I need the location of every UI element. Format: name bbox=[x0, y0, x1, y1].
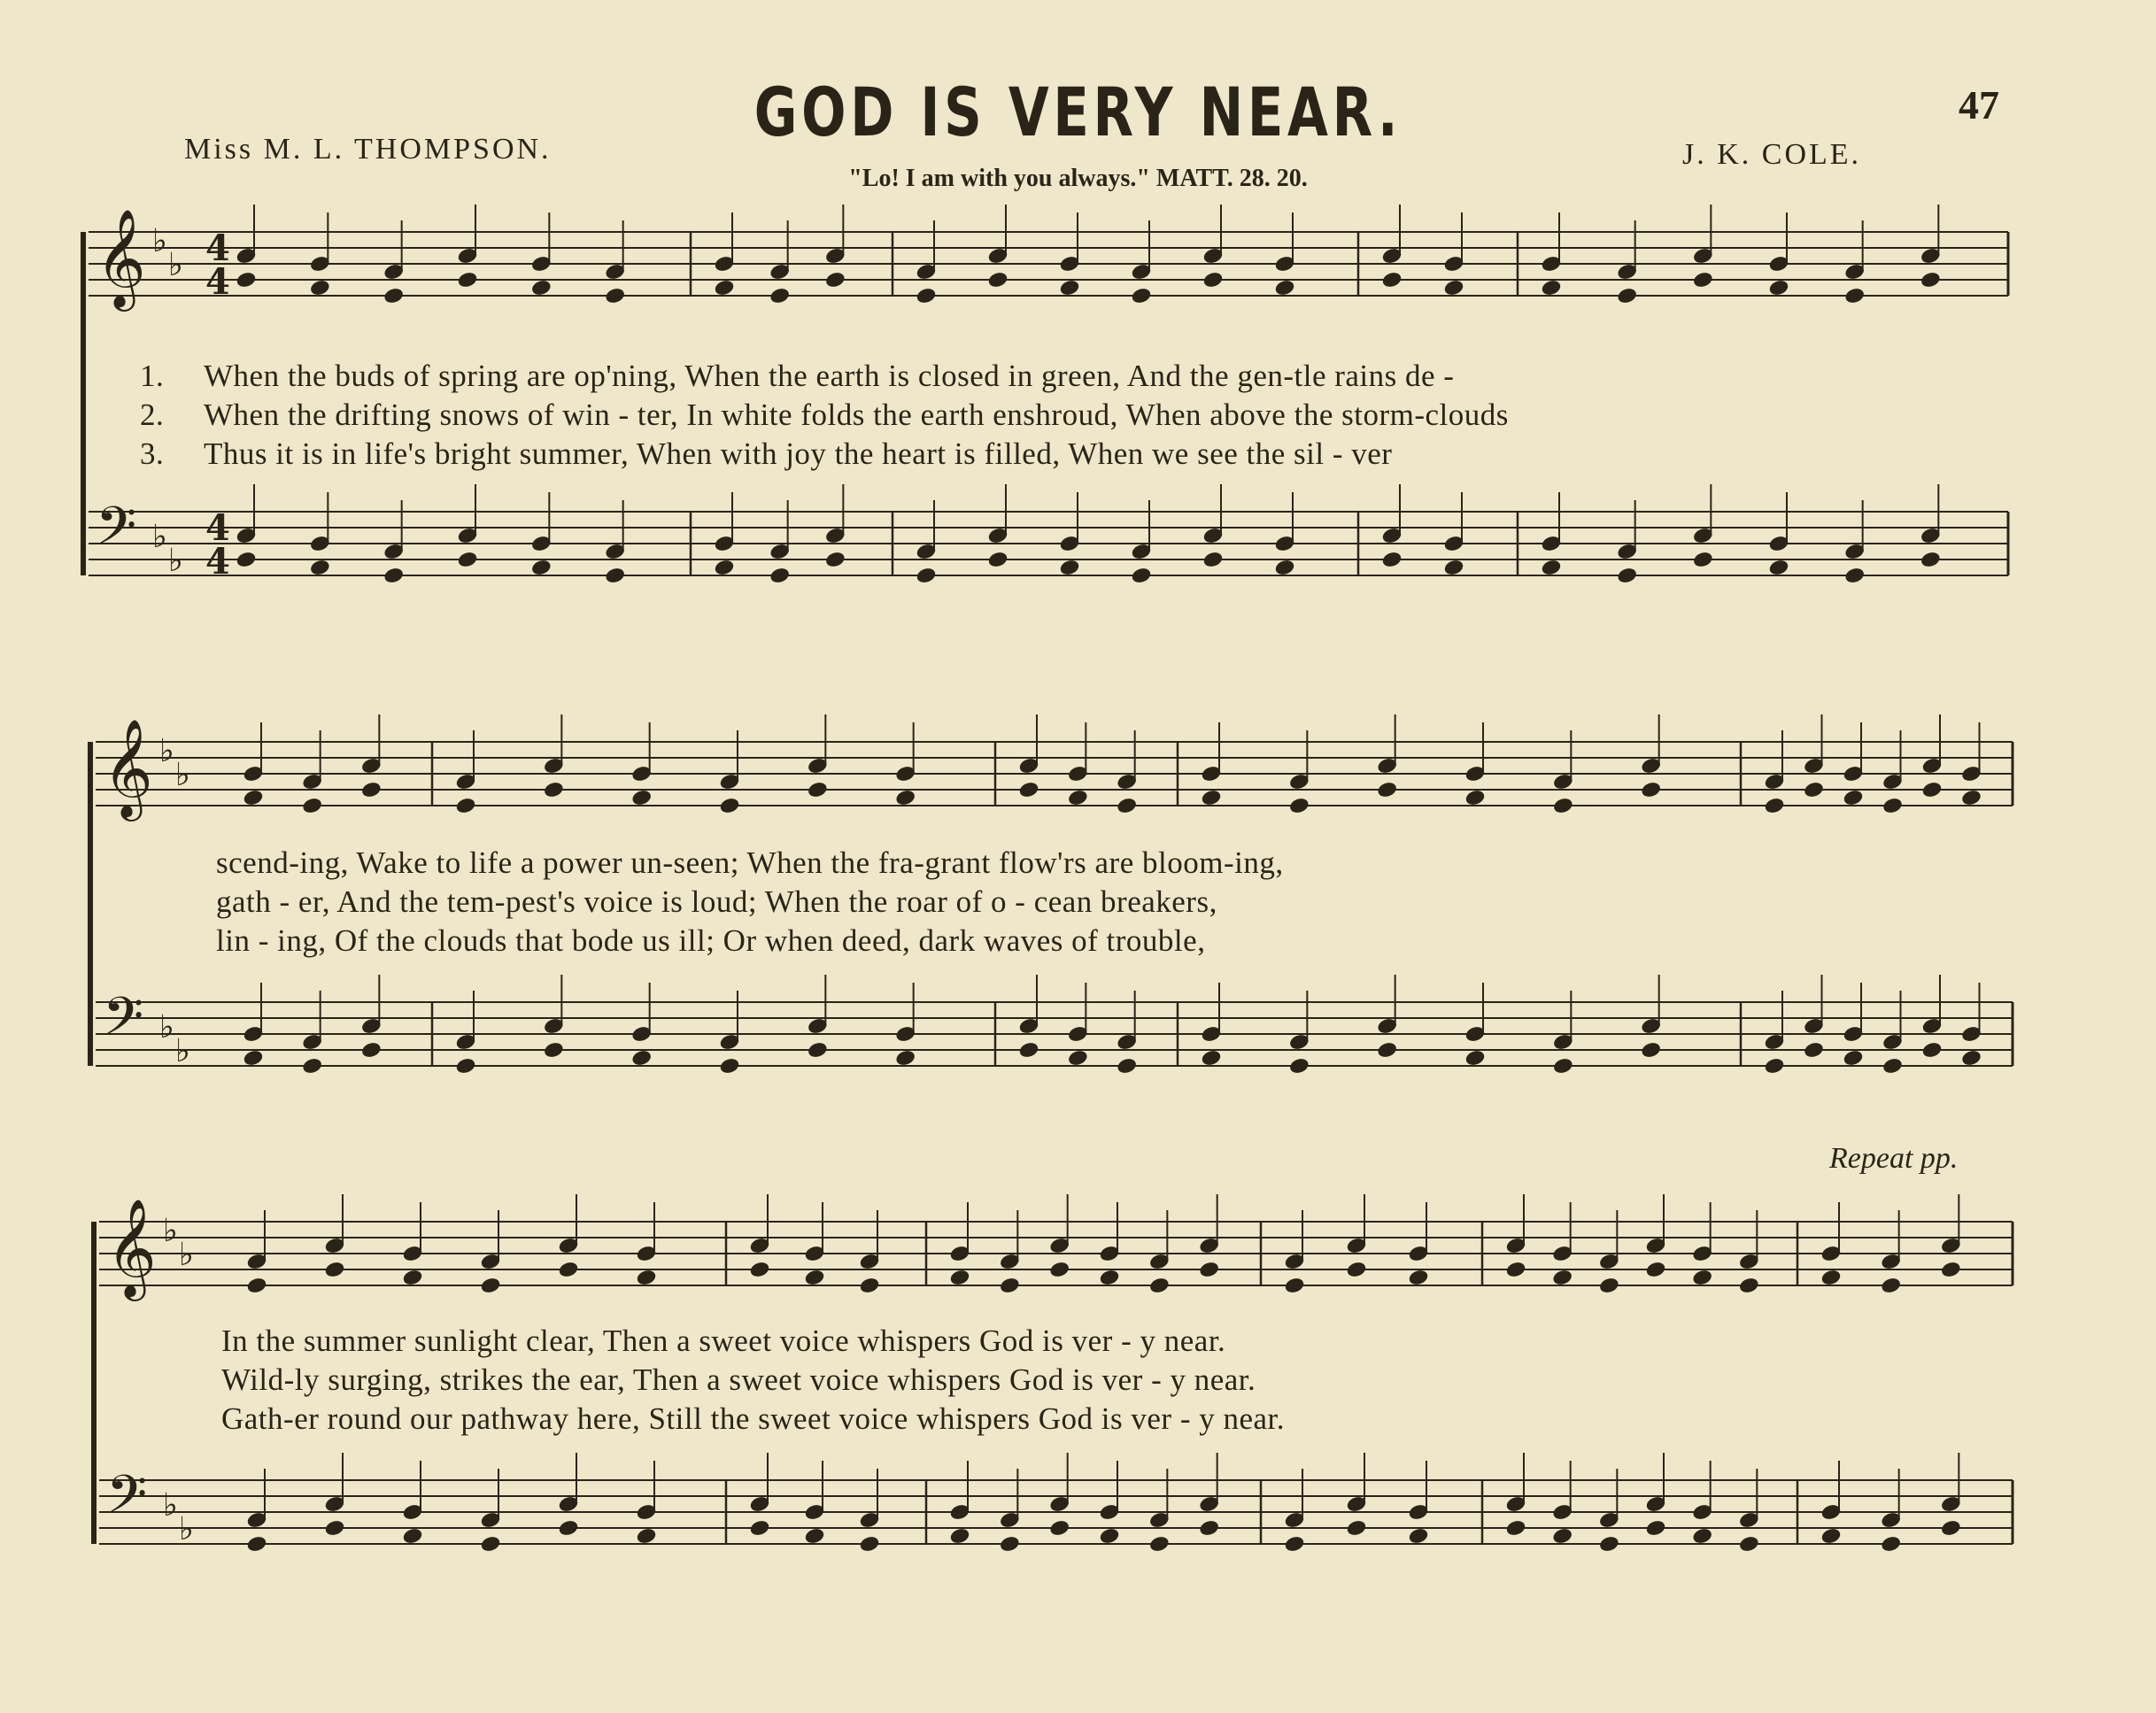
note-head bbox=[558, 1261, 579, 1278]
note-head bbox=[1553, 1057, 1574, 1075]
note-head bbox=[769, 567, 791, 584]
note-head bbox=[1346, 1519, 1367, 1537]
note-head bbox=[749, 1519, 770, 1537]
note-head bbox=[1059, 279, 1080, 297]
note-head bbox=[544, 1041, 565, 1059]
note-head bbox=[455, 797, 476, 814]
note-head bbox=[825, 551, 846, 568]
note-head bbox=[383, 567, 405, 584]
note-head bbox=[1881, 1277, 1902, 1294]
lyric-line-s3-v1: In the summer sunlight clear, Then a sweet voice whispers God is ver - y near. bbox=[221, 1323, 1226, 1358]
flat-icon: ♭ bbox=[175, 757, 190, 793]
note-head bbox=[1199, 1261, 1220, 1278]
note-head bbox=[1941, 1519, 1962, 1537]
flat-icon: ♭ bbox=[163, 1487, 178, 1524]
scripture-epigraph: "Lo! I am with you always." MATT. 28. 20. bbox=[848, 165, 1308, 192]
note-head bbox=[1289, 797, 1310, 814]
note-head bbox=[1843, 789, 1864, 806]
flat-icon: ♭ bbox=[179, 1511, 194, 1547]
note-head bbox=[1739, 1277, 1760, 1294]
note-head bbox=[243, 1049, 264, 1067]
note-head bbox=[1692, 1269, 1713, 1286]
note-head bbox=[1149, 1535, 1171, 1553]
note-head bbox=[1541, 559, 1562, 576]
note-head bbox=[636, 1527, 657, 1545]
note-head bbox=[1289, 1057, 1310, 1075]
flat-icon: ♭ bbox=[175, 1033, 190, 1069]
note-head bbox=[1284, 1535, 1305, 1553]
note-head bbox=[1377, 781, 1398, 799]
note-head bbox=[1641, 781, 1662, 799]
note-head bbox=[1764, 1057, 1785, 1075]
note-head bbox=[605, 567, 626, 584]
note-head bbox=[1049, 1261, 1070, 1278]
note-head bbox=[457, 551, 478, 568]
page-number: 47 bbox=[1959, 82, 1999, 127]
lyric-line-s1-v2 bbox=[140, 397, 1509, 433]
note-head bbox=[1961, 789, 1982, 806]
lyric-line-s1-v1 bbox=[140, 359, 1454, 394]
note-head bbox=[1408, 1269, 1429, 1286]
note-head bbox=[324, 1261, 345, 1278]
note-head bbox=[1820, 1269, 1842, 1286]
note-head bbox=[1617, 567, 1638, 584]
note-head bbox=[1617, 287, 1638, 305]
note-head bbox=[1920, 271, 1942, 289]
verse-number: 3. bbox=[140, 436, 165, 471]
note-head bbox=[236, 551, 257, 568]
note-head bbox=[302, 797, 323, 814]
note-head bbox=[949, 1527, 970, 1545]
note-head bbox=[631, 789, 653, 806]
note-head bbox=[987, 551, 1008, 568]
note-head bbox=[605, 287, 626, 305]
note-head bbox=[1693, 551, 1714, 568]
note-head bbox=[1381, 271, 1403, 289]
note-head bbox=[1274, 279, 1295, 297]
note-head bbox=[1599, 1535, 1620, 1553]
note-head bbox=[719, 1057, 740, 1075]
note-head bbox=[916, 287, 937, 305]
note-head bbox=[808, 781, 829, 799]
time-signature: 4 bbox=[205, 541, 230, 583]
note-head bbox=[1131, 287, 1152, 305]
note-head bbox=[246, 1535, 267, 1553]
note-head bbox=[531, 279, 553, 297]
note-head bbox=[243, 789, 264, 806]
note-head bbox=[1961, 1049, 1982, 1067]
note-head bbox=[1541, 279, 1562, 297]
note-head bbox=[1920, 551, 1942, 568]
note-head bbox=[1768, 279, 1789, 297]
lyric-line-s2-v2: gath - er, And the tem-pest's voice is loud; When the roar of o - cean breakers, bbox=[216, 884, 1217, 919]
note-head bbox=[1553, 797, 1574, 814]
note-head bbox=[1068, 1049, 1089, 1067]
note-head bbox=[1201, 1049, 1222, 1067]
flat-icon: ♭ bbox=[159, 733, 174, 769]
lyric-line-s3-v3: Gath-er round our pathway here, Still the sweet voice whispers God is ver - y near. bbox=[221, 1401, 1286, 1436]
note-head bbox=[1692, 1527, 1713, 1545]
note-head bbox=[310, 279, 331, 297]
note-head bbox=[1844, 287, 1866, 305]
note-head bbox=[1099, 1527, 1120, 1545]
note-head bbox=[480, 1277, 501, 1294]
note-head bbox=[402, 1527, 423, 1545]
note-head bbox=[1201, 789, 1222, 806]
note-head bbox=[859, 1535, 880, 1553]
note-head bbox=[636, 1269, 657, 1286]
note-head bbox=[1149, 1277, 1171, 1294]
lyric-line-s2-v1: scend-ing, Wake to life a power un-seen; When the fra-grant flow'rs are bloom-ing, bbox=[216, 845, 1284, 880]
flat-icon: ♭ bbox=[159, 1009, 174, 1046]
treble-clef-icon: 𝄞 bbox=[103, 718, 153, 817]
note-head bbox=[361, 1041, 383, 1059]
note-head bbox=[1068, 789, 1089, 806]
note-head bbox=[719, 797, 740, 814]
note-head bbox=[1464, 789, 1486, 806]
note-head bbox=[859, 1277, 880, 1294]
note-head bbox=[310, 559, 331, 576]
time-signature: 4 bbox=[205, 228, 230, 269]
note-head bbox=[769, 287, 791, 305]
flat-icon: ♭ bbox=[179, 1237, 194, 1273]
note-head bbox=[1099, 1269, 1120, 1286]
note-head bbox=[1645, 1519, 1666, 1537]
flat-icon: ♭ bbox=[163, 1213, 178, 1249]
note-head bbox=[1820, 1527, 1842, 1545]
lyric-text: When the buds of spring are op'ning, When the earth is closed in green, And the gen-tle rains de - bbox=[204, 359, 1455, 393]
note-head bbox=[1843, 1049, 1864, 1067]
note-head bbox=[804, 1527, 825, 1545]
note-head bbox=[949, 1269, 970, 1286]
verse-number: 1. bbox=[140, 359, 165, 393]
note-head bbox=[1274, 559, 1295, 576]
lyric-line-s3-v2: Wild-ly surging, strikes the ear, Then a sweet voice whispers God is ver - y near. bbox=[221, 1362, 1256, 1397]
note-head bbox=[457, 271, 478, 289]
flat-icon: ♭ bbox=[152, 223, 167, 259]
note-head bbox=[1921, 1041, 1943, 1059]
note-head bbox=[544, 781, 565, 799]
note-head bbox=[1018, 1041, 1039, 1059]
note-head bbox=[1443, 559, 1464, 576]
note-head bbox=[1921, 781, 1943, 799]
note-head bbox=[804, 1269, 825, 1286]
note-head bbox=[825, 271, 846, 289]
bass-clef-icon: 𝄢 bbox=[96, 495, 137, 569]
note-head bbox=[531, 559, 553, 576]
note-head bbox=[1000, 1277, 1021, 1294]
note-head bbox=[1941, 1261, 1962, 1278]
note-head bbox=[558, 1519, 579, 1537]
note-head bbox=[455, 1057, 476, 1075]
note-head bbox=[1552, 1269, 1573, 1286]
note-head bbox=[714, 279, 735, 297]
flat-icon: ♭ bbox=[168, 543, 183, 579]
note-head bbox=[1117, 1057, 1138, 1075]
time-signature: 4 bbox=[205, 507, 230, 549]
note-head bbox=[1599, 1277, 1620, 1294]
lyric-line-s1-v3 bbox=[140, 436, 1392, 472]
note-head bbox=[1381, 551, 1403, 568]
note-head bbox=[714, 559, 735, 576]
note-head bbox=[1000, 1535, 1021, 1553]
note-head bbox=[808, 1041, 829, 1059]
note-head bbox=[1443, 279, 1464, 297]
note-head bbox=[1804, 1041, 1825, 1059]
note-head bbox=[1505, 1261, 1526, 1278]
note-head bbox=[361, 781, 383, 799]
note-head bbox=[480, 1535, 501, 1553]
note-head bbox=[916, 567, 937, 584]
note-head bbox=[1408, 1527, 1429, 1545]
note-head bbox=[1199, 1519, 1220, 1537]
note-head bbox=[1131, 567, 1152, 584]
note-head bbox=[1346, 1261, 1367, 1278]
lyric-text: Thus it is in life's bright summer, When with joy the heart is filled, When we see the sil - ver bbox=[204, 436, 1393, 471]
note-head bbox=[236, 271, 257, 289]
note-head bbox=[1739, 1535, 1760, 1553]
note-head bbox=[1202, 271, 1224, 289]
note-head bbox=[1693, 271, 1714, 289]
flat-icon: ♭ bbox=[168, 247, 183, 283]
note-head bbox=[1882, 797, 1904, 814]
note-head bbox=[1202, 551, 1224, 568]
note-head bbox=[402, 1269, 423, 1286]
note-head bbox=[1377, 1041, 1398, 1059]
treble-clef-icon: 𝄞 bbox=[106, 1198, 157, 1297]
note-head bbox=[1464, 1049, 1486, 1067]
bass-clef-icon: 𝄢 bbox=[103, 985, 144, 1060]
note-head bbox=[1882, 1057, 1904, 1075]
treble-clef-icon: 𝄞 bbox=[96, 208, 146, 307]
note-head bbox=[1117, 797, 1138, 814]
note-head bbox=[1505, 1519, 1526, 1537]
note-head bbox=[1844, 567, 1866, 584]
repeat-instruction: Repeat pp. bbox=[1829, 1142, 1959, 1175]
lyricist-credit: Miss M. L. THOMPSON. bbox=[184, 133, 552, 166]
note-head bbox=[1049, 1519, 1070, 1537]
note-head bbox=[631, 1049, 653, 1067]
note-head bbox=[1645, 1261, 1666, 1278]
time-signature: 4 bbox=[205, 261, 230, 303]
note-head bbox=[749, 1261, 770, 1278]
verse-number: 2. bbox=[140, 397, 165, 432]
hymn-title: GOD IS VERY NEAR. bbox=[753, 73, 1403, 151]
note-head bbox=[1284, 1277, 1305, 1294]
note-head bbox=[1059, 559, 1080, 576]
note-head bbox=[895, 789, 916, 806]
note-head bbox=[1641, 1041, 1662, 1059]
note-head bbox=[987, 271, 1008, 289]
note-head bbox=[246, 1277, 267, 1294]
composer-credit: J. K. COLE. bbox=[1682, 138, 1862, 171]
note-head bbox=[1804, 781, 1825, 799]
lyric-line-s2-v3: lin - ing, Of the clouds that bode us ill; Or when deed, dark waves of trouble, bbox=[216, 923, 1206, 958]
note-head bbox=[302, 1057, 323, 1075]
note-head bbox=[1768, 559, 1789, 576]
note-head bbox=[1881, 1535, 1902, 1553]
note-head bbox=[383, 287, 405, 305]
note-head bbox=[895, 1049, 916, 1067]
note-head bbox=[1552, 1527, 1573, 1545]
note-head bbox=[1018, 781, 1039, 799]
flat-icon: ♭ bbox=[152, 519, 167, 555]
note-head bbox=[1764, 797, 1785, 814]
bass-clef-icon: 𝄢 bbox=[106, 1463, 148, 1538]
lyric-text: When the drifting snows of win - ter, In white folds the earth enshroud, When above the storm-clouds bbox=[204, 397, 1509, 432]
note-head bbox=[324, 1519, 345, 1537]
